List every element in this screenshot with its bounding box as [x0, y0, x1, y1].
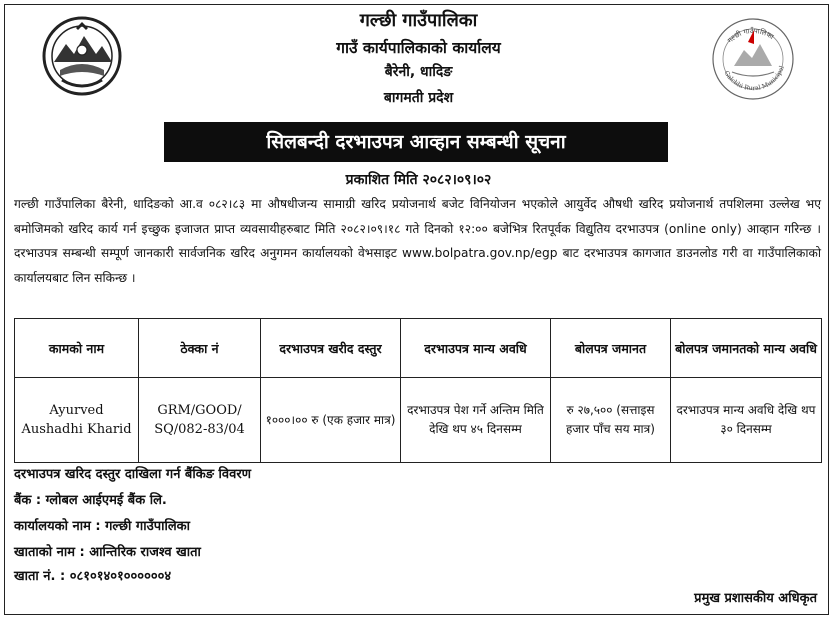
cell-security-validity: दरभाउपत्र मान्य अवधि देखि थप ३० दिनसम्म: [671, 378, 822, 463]
tender-details-table: [14, 318, 822, 463]
province-name: बागमती प्रदेश: [383, 90, 454, 106]
published-date: प्रकाशित मिति २०८२।०९।०२: [345, 172, 492, 188]
office-name: गाउँ कार्यपालिकाको कार्यालय: [336, 39, 501, 57]
header-bid-security: बोलपत्र जमानत: [551, 319, 671, 378]
office-location: बैरेनी, धादिङ: [384, 64, 453, 80]
cell-contract-no: GRM/GOOD/ SQ/082-83/04: [139, 378, 261, 463]
bank-name: बैंक : ग्लोबल आईएमई बैंक लि.: [14, 493, 167, 508]
notice-body-paragraph: गल्छी गाउँपालिका बैरेनी, धादिङको आ.व ०८२।८३ मा औषधीजन्य सामाग्री खरिद प्रयोजनार्थ बजेट विनियोजन भएकोले आयुर्वेद औषधी खरिद प्रयोजनार्थ तपशिलमा उल्लेख भए बमोजिमको खरिद कार्य गर्न इच्छुक इजाजत प्राप्त व्यवसायीहरुबाट मिति २०८२।०९।१८ गते दिनको १२:०० बजेभित्र रितपूर्वक विद्युतिय दरभाउपत्र (online only) आव्हान गरिन्छ । दरभाउपत्र सम्बन्धी सम्पूर्ण जानकारी सार्वजनिक खरिद अनुगमन कार्यालयको वेभसाइट www.bolpatra.gov.np/egp बाट दरभाउपत्र कागजात डाउनलोड गरी वा गाउँपालिकाको कार्यालयबाट लिन सकिन्छ ।: [14, 197, 821, 285]
header-security-validity: बोलपत्र जमानतको मान्य अवधि: [671, 319, 822, 378]
header-work-name: कामको नाम: [15, 319, 139, 378]
bank-details-heading: दरभाउपत्र खरिद दस्तुर दाखिला गर्न बैंकिङ विवरण: [14, 467, 252, 482]
cell-bid-security: रु २७,५०० (सत्ताइस हजार पाँच सय मात्र): [551, 378, 671, 463]
table-header-row: [15, 319, 822, 378]
notice-title: सिलबन्दी दरभाउपत्र आव्हान सम्बन्धी सूचना: [164, 122, 668, 162]
cell-purchase-fee: १०००।०० रु (एक हजार मात्र): [261, 378, 401, 463]
table-row: [15, 378, 822, 463]
account-name: खाताको नाम : आन्तिरिक राजश्व खाता: [14, 545, 201, 560]
office-name-line: कार्यालयको नाम : गल्छी गाउँपालिका: [14, 519, 191, 534]
header-contract-no: ठेक्का नं: [139, 319, 261, 378]
header-validity: दरभाउपत्र मान्य अवधि: [401, 319, 551, 378]
header-purchase-fee: दरभाउपत्र खरीद दस्तुर: [261, 319, 401, 378]
cell-work-name: Ayurved Aushadhi Kharid: [15, 378, 139, 463]
signatory-title: प्रमुख प्रशासकीय अधिकृत: [694, 591, 817, 606]
seal-text: Galchhi Rural Municipal: [722, 65, 786, 93]
seal-top-text: गल्छी गाउँपालिका: [726, 26, 775, 45]
cell-validity: दरभाउपत्र पेश गर्ने अन्तिम मिति देखि थप ४५ दिनसम्म: [401, 378, 551, 463]
municipality-name: गल्छी गाउँपालिका: [359, 10, 478, 31]
account-number: खाता नं. : ०८१०१४०१००००००४: [14, 569, 172, 584]
